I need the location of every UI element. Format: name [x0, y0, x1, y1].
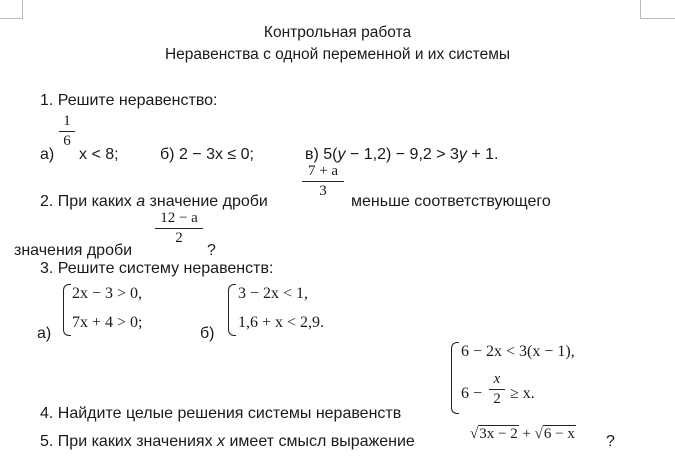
- task2-text-before: 2. При каких: [40, 193, 137, 210]
- task1-a-fraction: [59, 113, 75, 150]
- task5-qmark: ?: [606, 433, 615, 450]
- task2-frac1-denominator: 3: [319, 183, 327, 199]
- task4-frac-numerator: x: [493, 371, 501, 387]
- task2-fraction2: [155, 210, 203, 247]
- corner-mark-right-h: [640, 18, 675, 19]
- task2-fraction1: [302, 163, 344, 200]
- task1-c-end: + 1.: [466, 146, 499, 163]
- task3-heading: 3. Решите систему неравенств:: [40, 260, 274, 277]
- page-title: Контрольная работа: [263, 24, 412, 41]
- task5-expression: [470, 426, 576, 443]
- task1-c-var2: y: [458, 146, 467, 163]
- task2-text-after: меньше соответствующего: [351, 193, 551, 210]
- task3-a-line1: 2x − 3 > 0,: [72, 285, 143, 302]
- corner-mark-left-v: [22, 0, 23, 18]
- task5-radicand1: 3x − 2: [479, 426, 518, 442]
- task5-var: x: [217, 433, 226, 450]
- task5-text: [40, 433, 415, 451]
- task1-c-label: в) 5(: [305, 146, 338, 163]
- task4-fraction: [489, 371, 505, 408]
- task5-text-pre: 5. При каких значениях: [40, 433, 218, 450]
- fraction-bar: [302, 181, 344, 182]
- task4-heading: 4. Найдите целые решения системы неравенств: [40, 405, 402, 422]
- task3-b-line2: 1,6 + x < 2,9.: [238, 314, 325, 331]
- task1-heading: 1. Решите неравенство:: [40, 92, 218, 109]
- task1-a-label: а): [40, 146, 55, 163]
- task4-line2-post: ≥ x.: [510, 385, 535, 402]
- task1-a-rest: x < 8;: [79, 146, 119, 163]
- page-subtitle: Неравенства с одной переменной и их системы: [164, 46, 511, 63]
- task4-frac-denominator: 2: [493, 391, 501, 407]
- task4-brace: [451, 342, 459, 414]
- sqrt-icon: √: [470, 426, 479, 442]
- task2-text: [40, 193, 268, 211]
- corner-mark-right-v: [640, 0, 641, 18]
- fraction-bar: [489, 389, 505, 390]
- task4-line1: 6 − 2x < 3(x − 1),: [461, 343, 575, 360]
- task3-b-brace: [228, 284, 236, 336]
- task5-plus: +: [522, 426, 531, 442]
- task5-text-post: имеет смысл выражение: [225, 433, 415, 450]
- fraction-bar: [59, 131, 75, 132]
- task3-b-label: б): [200, 325, 215, 342]
- task2-frac2-denominator: 2: [175, 230, 183, 246]
- task1-c-var1: y: [337, 146, 346, 163]
- task2-frac1-numerator: 7 + a: [307, 163, 339, 179]
- corner-mark-left-h: [0, 18, 23, 19]
- task3-b-line1: 3 − 2x < 1,: [238, 285, 309, 302]
- task5-radicand2: 6 − x: [543, 426, 575, 442]
- task1-a-numerator: 1: [63, 113, 71, 129]
- task3-a-label: а): [37, 325, 52, 342]
- task1-c: [305, 146, 499, 164]
- task3-a-line2: 7x + 4 > 0;: [72, 314, 143, 331]
- task1-c-mid: − 1,2) − 9,2 > 3: [345, 146, 459, 163]
- task2-text-mid: значение дроби: [145, 193, 268, 210]
- task2-var: a: [136, 193, 146, 210]
- task2-line2: значения дроби: [14, 242, 133, 259]
- task4-line2-pre: 6 −: [461, 385, 483, 402]
- sqrt-icon: √: [534, 426, 543, 442]
- task2-qmark: ?: [207, 242, 216, 259]
- fraction-bar: [155, 228, 203, 229]
- task1-a-denominator: 6: [63, 133, 71, 149]
- task3-a-brace: [63, 284, 71, 336]
- task2-frac2-numerator: 12 − a: [160, 210, 198, 226]
- task1-b: б) 2 − 3x ≤ 0;: [160, 146, 254, 163]
